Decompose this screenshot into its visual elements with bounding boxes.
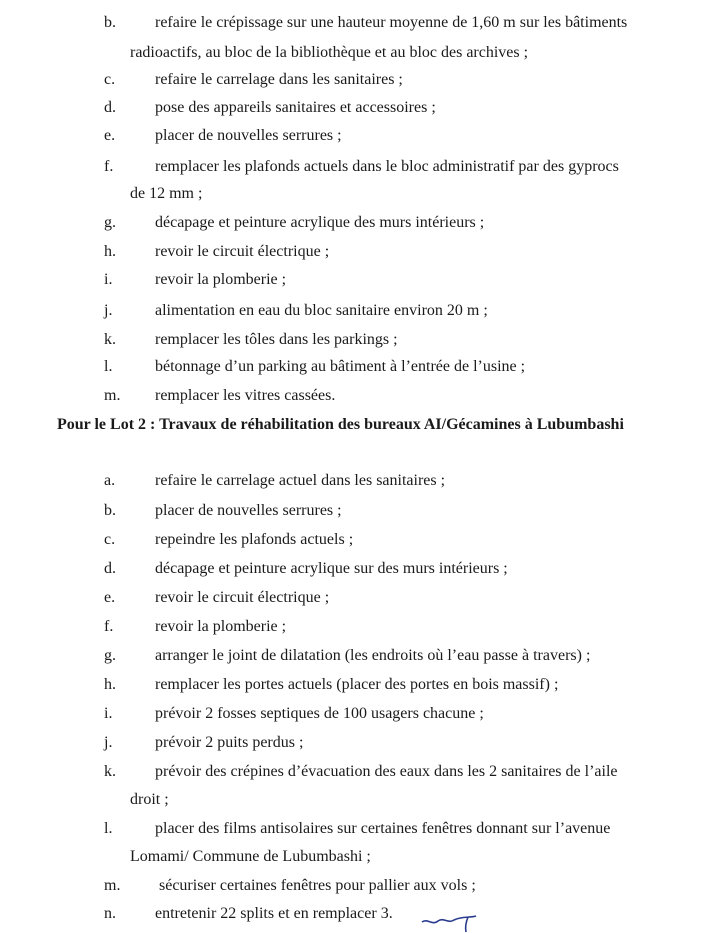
item-letter: k. — [104, 331, 116, 348]
item-letter: j. — [104, 734, 113, 751]
item-letter: e. — [104, 589, 116, 606]
item-text: sécuriser certaines fenêtres pour pallier aux vols ; — [159, 877, 476, 894]
item-text: placer des films antisolaires sur certaines fenêtres donnant sur l’avenue — [155, 820, 611, 837]
item-text: prévoir 2 fosses septiques de 100 usagers chacune ; — [155, 705, 484, 722]
item-text: refaire le carrelage actuel dans les sanitaires ; — [155, 472, 446, 489]
item-letter: d. — [104, 99, 116, 116]
item-letter: d. — [104, 560, 116, 577]
item-letter: h. — [104, 676, 116, 693]
item-text-continued: radioactifs, au bloc de la bibliothèque et au bloc des archives ; — [130, 44, 529, 61]
item-text: alimentation en eau du bloc sanitaire environ 20 m ; — [155, 302, 488, 319]
signature-mark — [418, 908, 488, 933]
item-letter: a. — [104, 472, 116, 489]
item-text: refaire le crépissage sur une hauteur moyenne de 1,60 m sur les bâtiments — [155, 14, 628, 31]
item-letter: i. — [104, 271, 113, 288]
item-text-continued: de 12 mm ; — [130, 185, 203, 202]
item-text: prévoir des crépines d’évacuation des eaux dans les 2 sanitaires de l’aile — [155, 763, 618, 780]
item-text: décapage et peinture acrylique des murs intérieurs ; — [155, 214, 485, 231]
item-text: repeindre les plafonds actuels ; — [155, 531, 354, 548]
item-letter: f. — [104, 618, 114, 635]
lot2-heading: Pour le Lot 2 : Travaux de réhabilitation des bureaux AI/Gécamines à Lubumbashi — [57, 416, 624, 433]
item-letter: k. — [104, 763, 116, 780]
item-text: remplacer les portes actuels (placer des portes en bois massif) ; — [155, 676, 559, 693]
item-letter: m. — [104, 387, 121, 404]
item-letter: l. — [104, 820, 113, 837]
item-letter: i. — [104, 705, 113, 722]
item-letter: j. — [104, 302, 113, 319]
item-letter: m. — [104, 877, 121, 894]
item-letter: h. — [104, 243, 116, 260]
item-text: revoir la plomberie ; — [155, 618, 287, 635]
item-text: remplacer les tôles dans les parkings ; — [155, 331, 398, 348]
item-letter: c. — [104, 71, 116, 88]
item-text: refaire le carrelage dans les sanitaires ; — [155, 71, 403, 88]
item-text: arranger le joint de dilatation (les endroits où l’eau passe à travers) ; — [155, 647, 591, 664]
item-letter: l. — [104, 358, 113, 375]
item-letter: b. — [104, 502, 116, 519]
item-letter: g. — [104, 647, 116, 664]
item-text: remplacer les plafonds actuels dans le bloc administratif par des gyprocs — [155, 158, 619, 175]
item-letter: n. — [104, 905, 116, 922]
item-text: prévoir 2 puits perdus ; — [155, 734, 304, 751]
item-text: revoir le circuit électrique ; — [155, 589, 330, 606]
item-text: décapage et peinture acrylique sur des murs intérieurs ; — [155, 560, 508, 577]
item-text: entretenir 22 splits et en remplacer 3. — [155, 905, 393, 922]
item-letter: g. — [104, 214, 116, 231]
item-letter: c. — [104, 531, 116, 548]
item-text-continued: Lomami/ Commune de Lubumbashi ; — [130, 848, 371, 865]
item-text: bétonnage d’un parking au bâtiment à l’entrée de l’usine ; — [155, 358, 526, 375]
item-letter: f. — [104, 158, 114, 175]
item-text: remplacer les vitres cassées. — [155, 387, 336, 404]
item-text-continued: droit ; — [130, 791, 169, 808]
item-text: placer de nouvelles serrures ; — [155, 127, 342, 144]
item-text: revoir la plomberie ; — [155, 271, 287, 288]
item-text: placer de nouvelles serrures ; — [155, 502, 342, 519]
item-text: revoir le circuit électrique ; — [155, 243, 330, 260]
item-text: pose des appareils sanitaires et accessoires ; — [155, 99, 436, 116]
item-letter: b. — [104, 14, 116, 31]
item-letter: e. — [104, 127, 116, 144]
